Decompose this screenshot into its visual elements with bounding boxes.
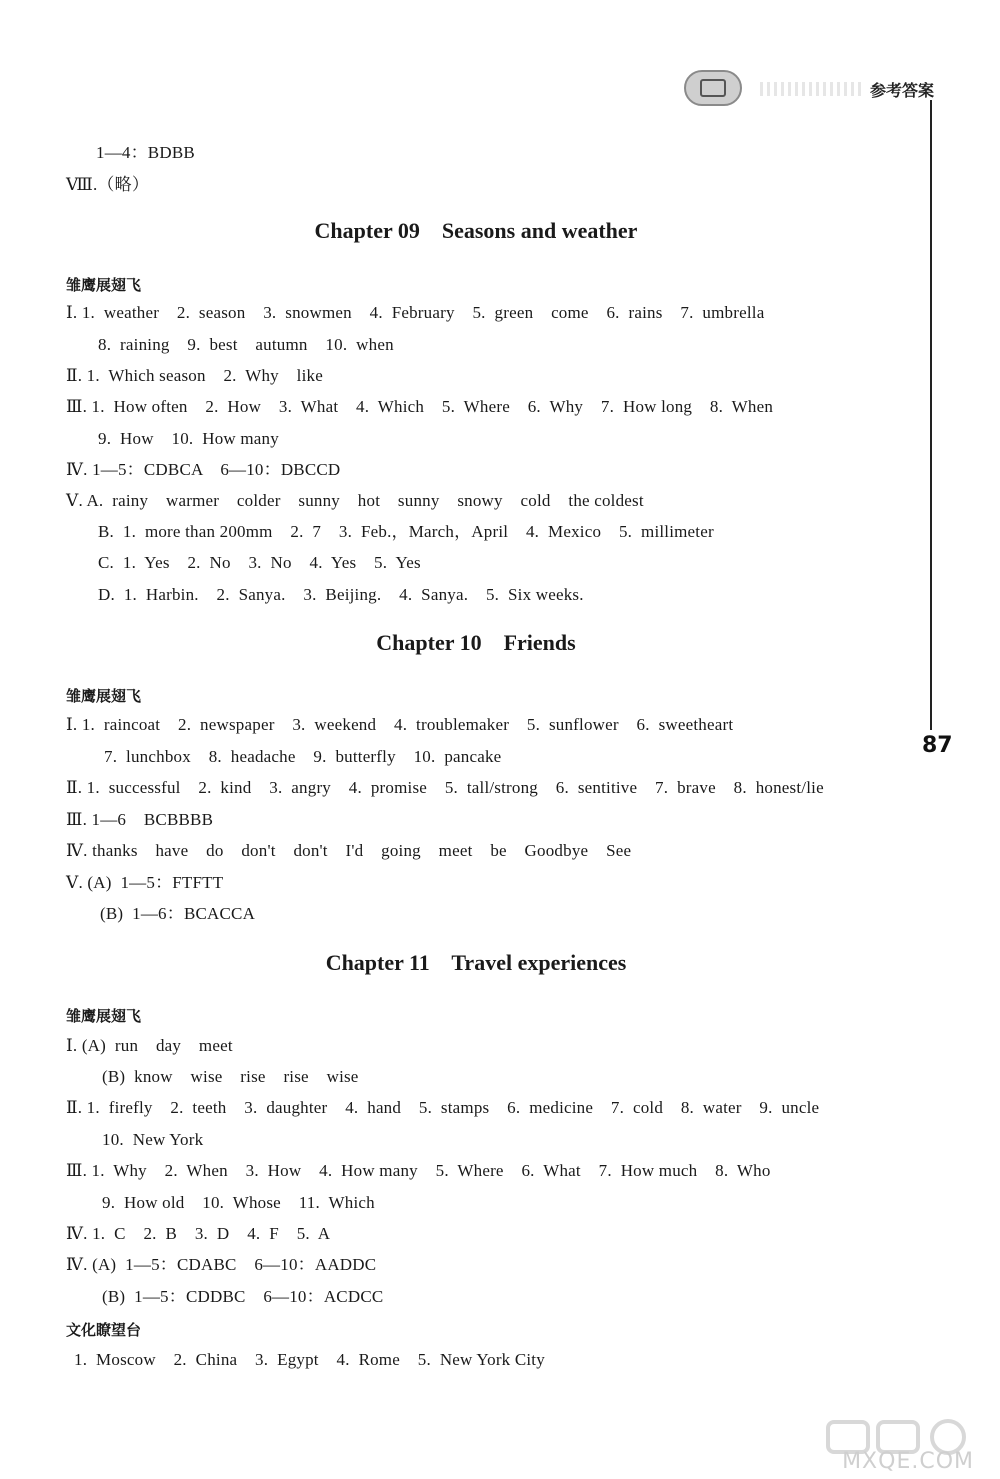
header-decoration [760,82,865,96]
section-heading: 文化瞭望台 [66,1321,142,1339]
answer-line: Ⅰ. 1. raincoat 2. newspaper 3. weekend 4. troublemaker 5. sunflower 6. sweetheart [66,715,734,734]
answer-line: 9. How 10. How many [98,429,279,448]
answer-line: 10. New York [102,1130,204,1149]
section-heading: 雏鹰展翅飞 [66,1007,142,1025]
section-heading: 雏鹰展翅飞 [66,276,142,294]
answer-line: Ⅳ. 1—5：CDBCA 6—10：DBCCD [66,460,341,479]
answer-line: 7. lunchbox 8. headache 9. butterfly 10. pancake [104,747,502,766]
answer-line: 1—4：BDBB [96,143,195,162]
chapter-title: Chapter 09 Seasons and weather [314,218,638,243]
answer-line: Ⅱ. 1. Which season 2. Why like [66,366,323,385]
answer-line: 8. raining 9. best autumn 10. when [98,335,394,354]
answer-line: Ⅱ. 1. firefly 2. teeth 3. daughter 4. hand 5. stamps 6. medicine 7. cold 8. water 9. uncle [66,1098,820,1117]
watermark [818,1418,978,1476]
answer-line: 1. Moscow 2. China 3. Egypt 4. Rome 5. New York City [74,1350,545,1369]
answer-line: Ⅰ. 1. weather 2. season 3. snowmen 4. February 5. green come 6. rains 7. umbrella [66,303,765,322]
answer-line: Ⅴ. (A) 1—5：FTFTT [66,873,224,892]
answer-line: Ⅱ. 1. successful 2. kind 3. angry 4. promise 5. tall/strong 6. sentitive 7. brave 8. honest/lie [66,778,824,797]
answer-line: (B) know wise rise rise wise [102,1067,359,1086]
answer-line: D. 1. Harbin. 2. Sanya. 3. Beijing. 4. Sanya. 5. Six weeks. [98,585,584,604]
answer-line: Ⅰ. (A) run day meet [66,1036,233,1055]
section-heading: 雏鹰展翅飞 [66,687,142,705]
answer-line: Ⅳ. (A) 1—5：CDABC 6—10：AADDC [66,1255,377,1274]
page-number: 87 [922,733,953,758]
answer-line: 9. How old 10. Whose 11. Which [102,1193,375,1212]
answer-line: B. 1. more than 200mm 2. 7 3. Feb.，March，April 4. Mexico 5. millimeter [98,522,714,541]
answer-line: Ⅲ. 1. Why 2. When 3. How 4. How many 5. Where 6. What 7. How much 8. Who [66,1161,771,1180]
header-label: 参考答案 [870,81,935,100]
answer-line: (B) 1—6：BCACCA [100,904,256,923]
answer-line: Ⅳ. 1. C 2. B 3. D 4. F 5. A [66,1224,331,1243]
answer-line: Ⅲ. 1. How often 2. How 3. What 4. Which 5. Where 6. Why 7. How long 8. When [66,397,774,416]
answer-line: Ⅲ. 1—6 BCBBBB [66,810,214,829]
chapter-title: Chapter 10 Friends [376,630,576,655]
answer-line: Ⅷ.（略） [66,175,150,194]
answer-line: C. 1. Yes 2. No 3. No 4. Yes 5. Yes [98,553,421,572]
answer-line: Ⅳ. thanks have do don't don't I'd going meet be Goodbye See [66,841,632,860]
answer-line: (B) 1—5：CDDBC 6—10：ACDCC [102,1287,384,1306]
chapter-title: Chapter 11 Travel experiences [325,950,627,975]
watermark-text: MXQE.COM [842,1449,974,1474]
header-logo [684,70,742,106]
answer-line: Ⅴ. A. rainy warmer colder sunny hot sunny snowy cold the coldest [66,491,644,510]
